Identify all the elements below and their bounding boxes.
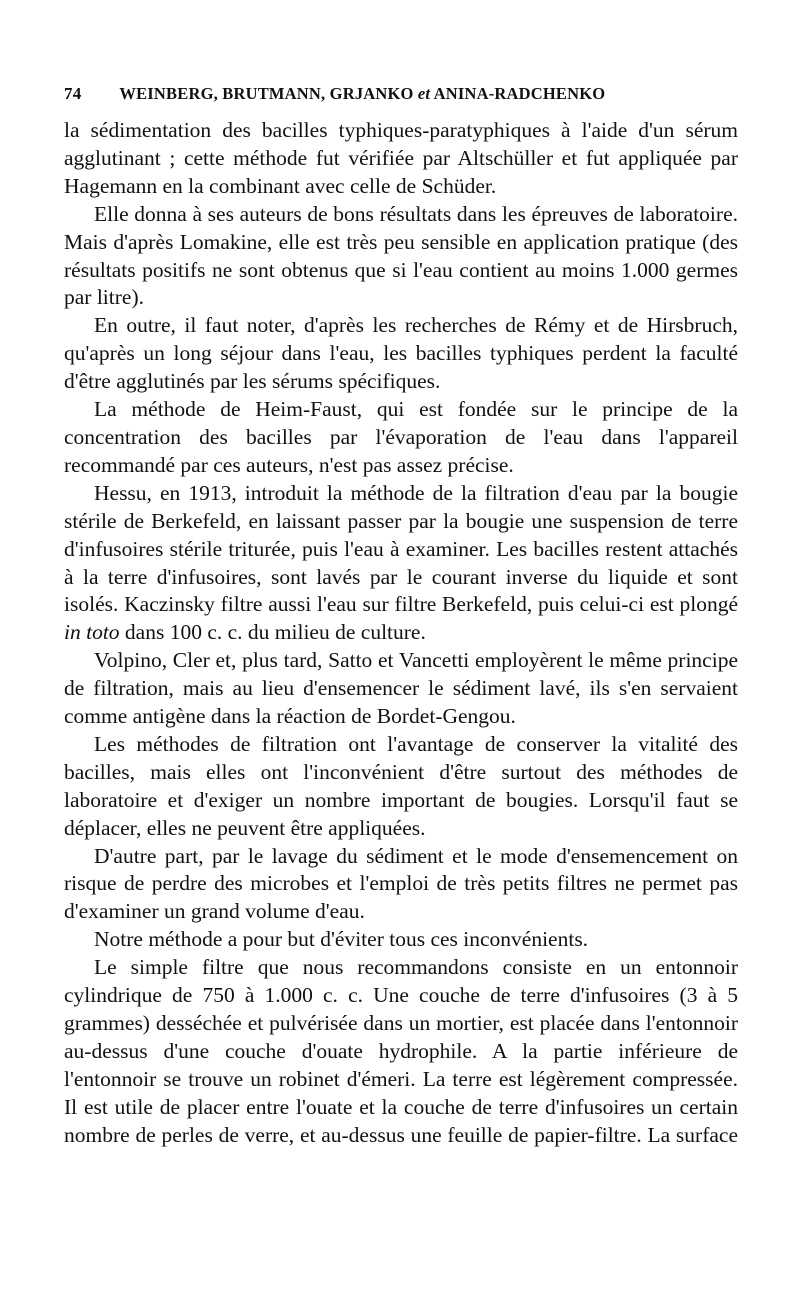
paragraph-remy-hirsbruch: En outre, il faut noter, d'après les recherches de Rémy et de Hirsbruch, qu'après un long séjour dans l'eau, les bacilles typhiques perdent la faculté d'être agglutinés par les sérums spécifiques. (64, 313, 738, 394)
running-head (64, 84, 738, 104)
paragraph-volpino: Volpino, Cler et, plus tard, Satto et Vancetti employèrent le même principe de filtration, mais au lieu d'ensemencer le sédiment lavé, ils s'en servaient comme antigène dans la réaction de Bordet-Gengou. (64, 648, 738, 729)
paragraph-lavage: D'autre part, par le lavage du sédiment et le mode d'ensemencement on risque de perdre des microbes et l'emploi de très petits filtres ne permet pas d'examiner un grand volume d'eau. (64, 843, 738, 924)
paragraph-hessu-italic: in toto (64, 620, 120, 645)
paragraph-hessu-tail: dans 100 c. c. du milieu de culture. (119, 620, 426, 645)
paragraph-heim-faust: La méthode de Heim-Faust, qui est fondée sur le principe de la concentration des bacilles par l'évaporation de l'eau dans l'appareil recommandé par ces auteurs, n'est pas assez précise. (64, 397, 738, 477)
page-number: 74 (64, 84, 82, 103)
running-title (119, 84, 605, 104)
paragraph-simple-filtre: Le simple filtre que nous recommandons consiste en un entonnoir cylindrique de 750 à 1.000 c. c. Une couche de terre d'infusoires (3 à 5 grammes) desséchée et pulvérisée dans un mortier, est placée dans l'entonnoir au-dessus d'une couche d'ouate hydrophile. A la partie inférieure de l'entonnoir se trouve un robinet d'émeri. La terre est légèrement compressée. Il est utile de placer entre l'ouate et la couche de terre d'infusoires un certain nombre de perles de verre, et au-dessus une feuille de papier-filtre. La surface (64, 955, 738, 1147)
paragraph-hessu-text: Hessu, en 1913, introduit la méthode de la filtration d'eau par la bougie stérile de Berkefeld, en laissant passer par la bougie une suspension de terre d'infusoires stérile triturée, puis l'eau à examiner. Les bacilles restent attachés à la terre d'infusoires, sont lavés par le courant inverse du liquide et sont isolés. Kaczinsky filtre aussi l'eau sur filtre Berkefeld, puis celui-ci est plongé (64, 480, 738, 617)
paragraph-filtration: Les méthodes de filtration ont l'avantage de conserver la vitalité des bacilles, mais elles ont l'inconvénient d'être surtout des méthodes de laboratoire et d'exiger un nombre important de bougies. Lorsqu'il faut se déplacer, elles ne peuvent être appliquées. (64, 731, 738, 840)
running-title-et: et (417, 84, 431, 103)
paragraph-continuation: la sédimentation des bacilles typhiques-paratyphiques à l'aide d'un sérum agglutinant ; cette méthode fut vérifiée par Altschüller et fut appliquée par Hagemann en la combinant avec celle de Schüder. (64, 118, 738, 198)
paragraph-hessu (64, 480, 738, 647)
body-text (64, 117, 738, 1150)
paragraph-notre-methode: Notre méthode a pour but d'éviter tous ces inconvénients. (94, 927, 589, 952)
running-title-last-author: ANINA-RADCHENKO (433, 84, 606, 103)
running-title-authors: WEINBERG, BRUTMANN, GRJANKO (119, 84, 414, 103)
paragraph-lomakine: Elle donna à ses auteurs de bons résultats dans les épreuves de laboratoire. Mais d'après Lomakine, elle est très peu sensible en application pratique (des résultats positifs ne sont obtenus que si l'eau contient au moins 1.000 germes par litre). (64, 201, 738, 310)
book-page (64, 84, 738, 1150)
